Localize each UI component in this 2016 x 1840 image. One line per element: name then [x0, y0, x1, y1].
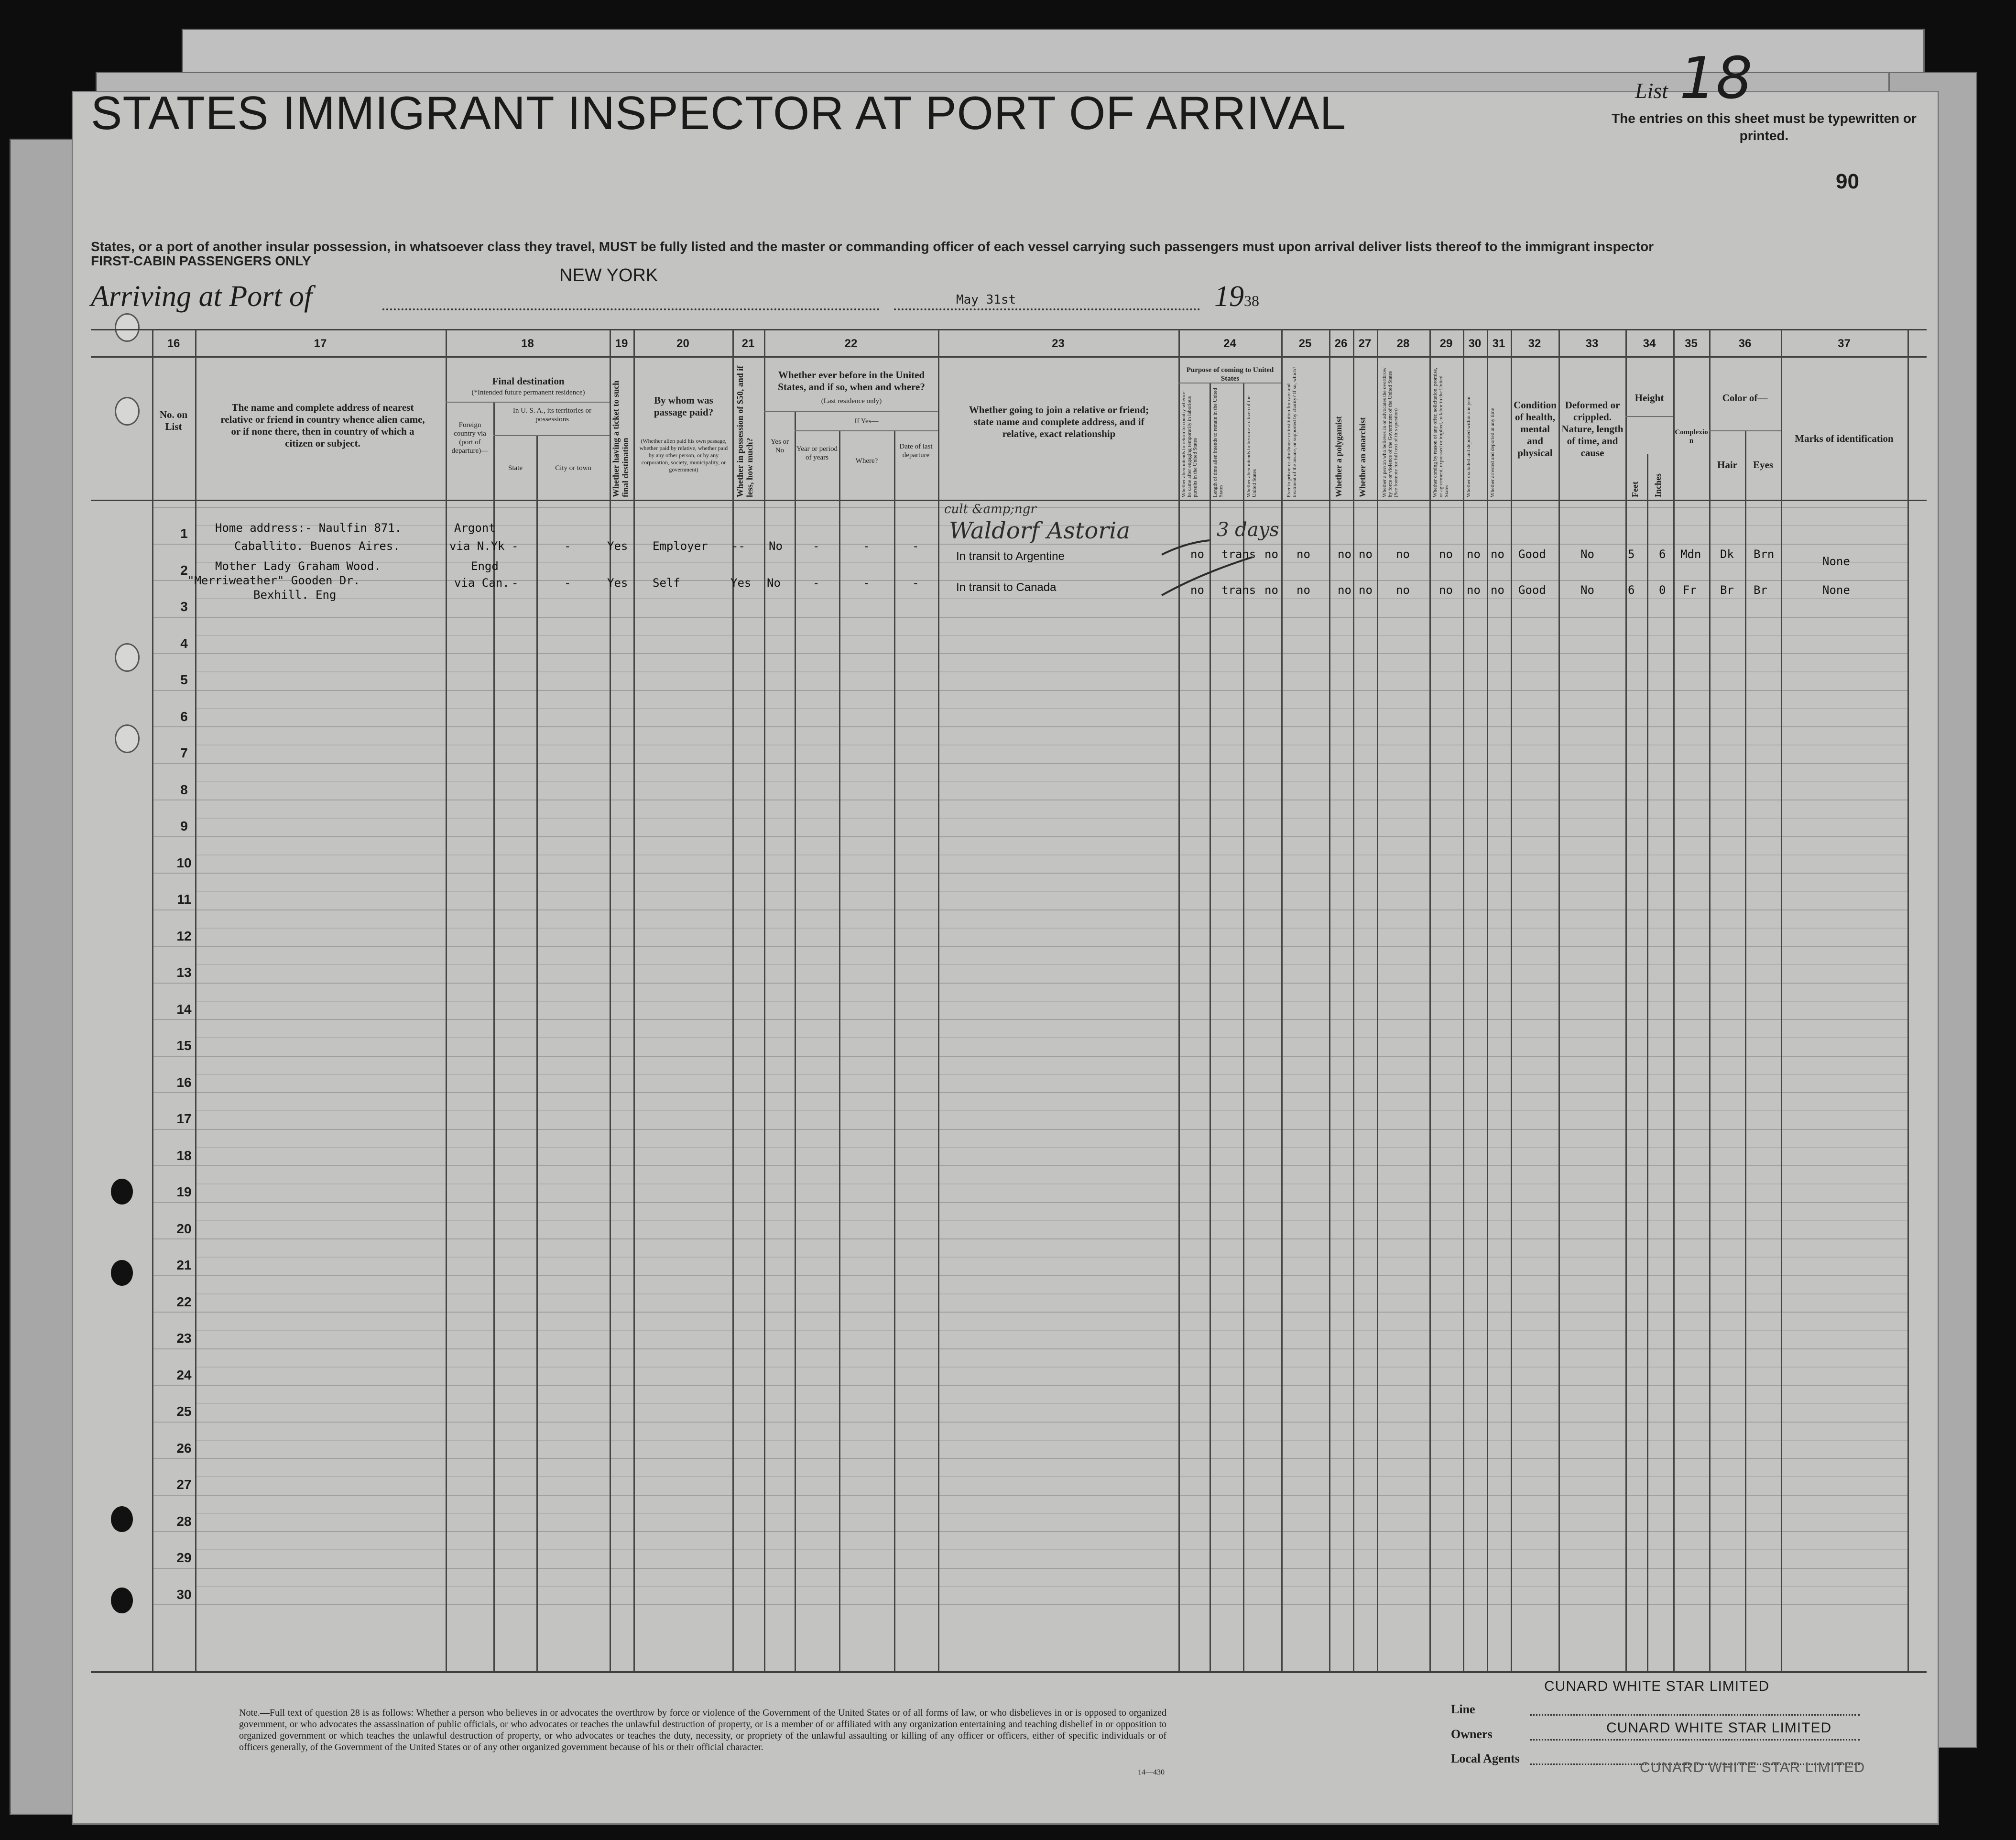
column-number: 29: [1439, 337, 1453, 350]
row-number: 21: [176, 1258, 192, 1272]
header-excluded: Whether excluded and deported within one year: [1466, 396, 1471, 497]
line-rule: [1530, 1714, 1860, 1716]
column-divider: [610, 329, 611, 1671]
row-number: 11: [177, 892, 191, 907]
punch-hole-icon: [111, 1179, 133, 1205]
table-cell: Yes: [607, 576, 628, 590]
table-cell: Home address:- Naulfin 871.: [215, 521, 402, 535]
handwritten-note: cult &amp;ngr: [944, 502, 1036, 516]
table-cell: "Merriweather" Gooden Dr.: [187, 574, 360, 587]
table-cell: no: [1396, 548, 1410, 561]
column-number: 20: [676, 337, 689, 350]
page-number: 90: [1836, 170, 1859, 193]
table-cell: No: [1580, 583, 1594, 597]
table-cell: Self: [653, 576, 680, 590]
column-divider: [1745, 430, 1746, 1671]
row-rule: [152, 1312, 1907, 1313]
table-cell: Bexhill. Eng: [253, 588, 337, 602]
table-cell: via Can.: [454, 576, 510, 590]
row-number: 16: [176, 1075, 192, 1090]
list-number-box: [1635, 45, 1753, 112]
column-divider: [894, 430, 895, 1671]
arrival-year: [1214, 280, 1259, 314]
column-divider: [1625, 329, 1627, 1671]
table-cell: None: [1822, 583, 1850, 597]
row-number: 27: [176, 1477, 192, 1492]
table-cell: Fr: [1683, 583, 1697, 597]
header-offer: Whether coming by reason of any offer, solicitation, promise, or agreement, expressed or implied, to labor in the United States: [1432, 368, 1449, 497]
header-sub-rule: [1709, 430, 1781, 431]
row-rule: [152, 1165, 1907, 1166]
column-divider: [1781, 329, 1782, 1671]
header-purpose: Purpose of coming to United States: [1186, 366, 1274, 383]
header-money: Whether in possession of $50, and if less, how much?: [735, 365, 754, 497]
row-number: 14: [176, 1002, 192, 1017]
agents-stamp: CUNARD WHITE STAR LIMITED: [1640, 1760, 1865, 1775]
header-health: Condition of health, mental and physical: [1514, 399, 1557, 459]
row-rule: [152, 983, 1907, 984]
table-cell: Brn: [1754, 548, 1775, 561]
column-divider: [633, 329, 635, 1671]
row-number: 10: [176, 855, 192, 870]
handwritten-note: 3 days: [1217, 519, 1279, 541]
header-hair: Hair: [1717, 459, 1737, 471]
row-half-rule: [195, 964, 1907, 965]
column-divider: [732, 329, 734, 1671]
agents-label: Local Agents: [1451, 1752, 1520, 1765]
column-divider: [1487, 329, 1488, 1671]
table-cell: Good: [1518, 548, 1546, 561]
row-half-rule: [195, 1001, 1907, 1002]
row-rule: [152, 1202, 1907, 1203]
pen-strokes: [1157, 516, 1310, 602]
row-half-rule: [195, 1367, 1907, 1368]
table-cell: -: [863, 576, 870, 590]
row-half-rule: [195, 1220, 1907, 1221]
table-cell: 0: [1659, 583, 1666, 597]
header-sub-rule: [764, 411, 938, 412]
header-joining: Whether going to join a relative or friend; state name and complete address, and if relative, exact relationship: [969, 404, 1149, 439]
header-state: State: [508, 464, 523, 472]
header-before-in-us: Whether ever before in the United States, and if so, when and where?: [778, 369, 925, 393]
punch-hole-icon: [115, 397, 140, 426]
row-half-rule: [195, 671, 1907, 672]
table-cell: Good: [1518, 583, 1546, 597]
column-divider: [1377, 329, 1378, 1671]
header-relative: The name and complete address of nearest relative or friend in country whence alien came, or if none there, then in country of which a citizen or subject.: [220, 402, 425, 449]
table-cell: no: [1338, 548, 1351, 561]
table-cell: Employer: [653, 539, 708, 553]
header-passage-paid-note: (Whether alien paid his own passage, whether paid by relative, whether paid by any other person, or by any corporation, society, municipality, or government): [639, 438, 728, 473]
row-half-rule: [195, 1074, 1907, 1075]
header-before-note: (Last residence only): [821, 397, 882, 405]
table-cell: no: [1439, 583, 1453, 597]
header-feet: Feet: [1630, 482, 1640, 497]
row-rule: [152, 617, 1907, 618]
column-number: 33: [1585, 337, 1599, 350]
row-number: 12: [176, 929, 192, 943]
column-number: 22: [844, 337, 858, 350]
header-ticket: Whether having a ticket to such final destination: [611, 380, 630, 497]
column-divider: [1558, 329, 1560, 1671]
table-cell: no: [1190, 583, 1204, 597]
row-number: 9: [180, 819, 188, 833]
row-rule: [152, 836, 1907, 837]
row-number: 29: [176, 1550, 192, 1565]
table-cell: no: [1467, 548, 1481, 561]
table-cell: -: [564, 576, 571, 590]
row-half-rule: [195, 1147, 1907, 1148]
column-number: 31: [1492, 337, 1505, 350]
column-divider: [1511, 329, 1512, 1671]
header-complexion: Complexion: [1675, 428, 1708, 445]
table-top-rule: [91, 329, 1927, 330]
port-name: NEW YORK: [559, 265, 658, 285]
owners-stamp: CUNARD WHITE STAR LIMITED: [1606, 1720, 1832, 1736]
column-divider: [1429, 329, 1431, 1671]
row-rule: [152, 1238, 1907, 1239]
row-half-rule: [195, 854, 1907, 855]
row-number: 7: [180, 745, 188, 760]
port-dotted-line: [382, 308, 880, 310]
row-rule: [152, 1092, 1907, 1093]
column-number-rule: [91, 356, 1927, 358]
table-cell: no: [1396, 583, 1410, 597]
punch-hole-icon: [111, 1506, 133, 1532]
row-number: 18: [176, 1148, 192, 1163]
column-divider: [795, 411, 796, 1671]
row-number: 17: [176, 1111, 192, 1126]
header-arrested: Whether arrested and deported at any time: [1490, 408, 1495, 497]
header-purpose-b: Length of time alien intends to remain in the United States: [1212, 388, 1224, 497]
table-cell: -: [912, 539, 919, 553]
row-number: 30: [176, 1587, 192, 1602]
row-rule: [152, 1275, 1907, 1276]
pen-stroke: [1162, 557, 1253, 595]
row-half-rule: [195, 1293, 1907, 1294]
arrival-date: May 31st: [956, 293, 1016, 307]
table-cell: -: [863, 539, 870, 553]
header-deformed: Deformed or crippled. Nature, length of time, and cause: [1561, 399, 1624, 459]
column-number: 28: [1396, 337, 1410, 350]
table-cell: -: [912, 576, 919, 590]
row-rule: [152, 1458, 1907, 1459]
row-rule: [152, 1604, 1907, 1605]
table-cell: Mother Lady Graham Wood.: [215, 559, 381, 573]
header-date-departure: Date of last departure: [899, 443, 933, 459]
header-advocates: Whether a person who believes in or advocates the overthrow by force or violence of the Government of the United States (See footnote for full text of this question): [1382, 367, 1399, 497]
column-number: 21: [741, 337, 755, 350]
line-label: Line: [1451, 1702, 1475, 1716]
row-rule: [152, 1056, 1907, 1057]
header-sub-rule: [1625, 416, 1673, 417]
column-number: 17: [314, 337, 327, 350]
row-number: 28: [176, 1514, 192, 1529]
punch-hole-icon: [115, 313, 140, 342]
row-rule: [152, 763, 1907, 764]
row-rule: [152, 726, 1907, 727]
class-line: FIRST-CABIN PASSENGERS ONLY: [91, 253, 311, 268]
column-number: 34: [1643, 337, 1656, 350]
table-cell: Yes: [730, 576, 752, 590]
list-number: 18: [1679, 45, 1753, 112]
table-cell: Mdn: [1680, 548, 1701, 561]
owners-rule: [1530, 1739, 1860, 1741]
table-cell: via N.Yk: [449, 539, 505, 553]
row-number: 5: [180, 672, 188, 687]
table-cell: 6: [1628, 583, 1635, 597]
table-cell: Dk: [1720, 548, 1734, 561]
table-cell: Br: [1754, 583, 1767, 597]
header-city: City or town: [555, 464, 591, 472]
row-number: 6: [180, 709, 188, 724]
header-marks: Marks of identification: [1795, 433, 1894, 444]
row-rule: [152, 1568, 1907, 1569]
header-prison: Ever in prison or almshouse or institution for care and treatment of the insane, or supported by charity? If so, which?: [1286, 366, 1297, 497]
punch-hole-icon: [115, 643, 140, 672]
table-cell: Engd: [471, 559, 499, 573]
column-divider: [938, 329, 939, 1671]
header-foreign-country: Foreign country via (port of departure)—: [451, 421, 489, 455]
column-number: 18: [521, 337, 534, 350]
header-color: Color of—: [1722, 392, 1768, 404]
row-half-rule: [195, 1330, 1907, 1331]
list-label: List: [1635, 78, 1668, 103]
punch-hole-icon: [111, 1260, 133, 1286]
row-number: 8: [180, 782, 188, 797]
row-half-rule: [195, 1440, 1907, 1441]
table-cell: 6: [1659, 548, 1666, 561]
footnote: Note.—Full text of question 28 is as follows: Whether a person who believes in or advocates the overthrow by force or violence of the Government of the United States or of all forms of law, or who disbelieves in or is opposed to organized government, or who advocates the assassination of public officials, or who advocates or teaches the unlawful destruction of property, or is a member of or affiliated with any organization entertaining and teaching disbelief in or opposition to organized government or which teaches the unlawful destruction of property, or who advocates or teaches the duty, necessity, or propriety of the unlawful assaulting or killing of any officer or officers, either of specific individuals or of officers generally, of the Government of the United States or of any other organized government because of his or their official character.: [239, 1708, 1166, 1752]
row-rule: [152, 1129, 1907, 1130]
line-stamp: CUNARD WHITE STAR LIMITED: [1544, 1678, 1770, 1694]
table-cell: No: [1580, 548, 1594, 561]
row-rule: [152, 1495, 1907, 1496]
column-divider: [839, 430, 840, 1671]
header-eyes: Eyes: [1753, 459, 1773, 471]
header-purpose-c: Whether alien intends to become a citizen of the United States: [1246, 395, 1257, 497]
table-cell: No: [769, 539, 783, 553]
column-number: 23: [1052, 337, 1065, 350]
row-number: 4: [180, 636, 188, 651]
column-number: 16: [167, 337, 180, 350]
row-half-rule: [195, 1476, 1907, 1477]
header-final-destination: Final destination: [492, 375, 565, 387]
header-inches: Inches: [1653, 473, 1663, 497]
header-if-yes: If Yes—: [854, 417, 879, 425]
table-cell: -: [813, 539, 820, 553]
table-cell: -: [512, 576, 519, 590]
row-number: 19: [176, 1184, 192, 1199]
column-number: 36: [1738, 337, 1752, 350]
column-number: 24: [1223, 337, 1236, 350]
row-half-rule: [195, 708, 1907, 709]
row-half-rule: [195, 1549, 1907, 1550]
table-cell: No: [767, 576, 781, 590]
header-where: Where?: [855, 457, 878, 465]
column-divider: [764, 329, 765, 1671]
port-label: Arriving at Port of: [91, 280, 313, 313]
table-cell: -: [564, 539, 571, 553]
row-number: 20: [176, 1221, 192, 1236]
header-sub-rule: [795, 430, 938, 431]
handwritten-note: Waldorf Astoria: [949, 517, 1131, 544]
row-rule: [152, 909, 1907, 910]
row-half-rule: [195, 1037, 1907, 1038]
row-half-rule: [195, 818, 1907, 819]
row-number: 24: [176, 1368, 192, 1382]
header-sub-rule: [493, 435, 610, 436]
row-number: 26: [176, 1441, 192, 1456]
row-half-rule: [195, 635, 1907, 636]
row-rule: [152, 1531, 1907, 1532]
row-half-rule: [195, 1513, 1907, 1514]
header-no-on-list: No. on List: [159, 409, 188, 432]
header-height: Height: [1635, 392, 1664, 404]
row-rule: [152, 1422, 1907, 1423]
subtitle: States, or a port of another insular possession, in whatsoever class they travel, MUST be fully listed and the master or commanding officer of each vessel carrying such passengers must upon arrival deliver lists thereof to the immigrant inspector: [91, 239, 1654, 254]
row-number: 3: [180, 599, 188, 614]
row-half-rule: [195, 781, 1907, 782]
column-divider: [1673, 329, 1675, 1671]
row-rule: [152, 1019, 1907, 1020]
column-divider: [1709, 329, 1711, 1671]
table-cell: no: [1264, 548, 1278, 561]
row-rule: [152, 946, 1907, 947]
header-sub-rule: [446, 402, 610, 403]
table-cell: -: [512, 539, 519, 553]
row-half-rule: [195, 1586, 1907, 1587]
table-cell: no: [1439, 548, 1453, 561]
table-cell: Yes: [607, 539, 628, 553]
table-bottom-rule: [91, 1671, 1927, 1673]
column-number: 26: [1334, 337, 1348, 350]
table-cell: -: [813, 576, 820, 590]
date-dotted-line: [894, 308, 1200, 310]
table-cell: no: [1297, 548, 1310, 561]
row-number: 13: [176, 965, 192, 980]
header-purpose-a: Whether alien intends to return to country whence he came after engaging temporarily in laborious pursuits in the United States: [1181, 392, 1198, 497]
table-cell: no: [1467, 583, 1481, 597]
table-cell: no: [1359, 583, 1373, 597]
column-divider: [1463, 329, 1464, 1671]
table-cell: --: [731, 539, 745, 553]
column-divider: [446, 329, 447, 1671]
row-number: 22: [176, 1294, 192, 1309]
row-number: 15: [176, 1038, 192, 1053]
row-number: 23: [176, 1331, 192, 1346]
pen-stroke: [1162, 540, 1210, 555]
column-divider: [1353, 329, 1354, 1671]
header-in-usa: In U. S. A., its territories or possessions: [512, 407, 592, 423]
row-rule: [152, 873, 1907, 874]
row-rule: [152, 1385, 1907, 1386]
table-cell: no: [1190, 548, 1204, 561]
table-cell: no: [1264, 583, 1278, 597]
header-anarchist: Whether an anarchist: [1358, 417, 1367, 497]
row-number: 2: [180, 563, 188, 578]
column-number: 30: [1468, 337, 1482, 350]
form-number: 14—430: [1138, 1768, 1165, 1776]
table-cell: no: [1359, 548, 1373, 561]
row-half-rule: [195, 1257, 1907, 1258]
table-cell: Br: [1720, 583, 1734, 597]
table-cell: 5: [1628, 548, 1635, 561]
manifest-sheet: [72, 91, 1939, 1825]
table-cell: In transit to Argentine: [956, 550, 1065, 563]
row-half-rule: [195, 928, 1907, 929]
table-cell: no: [1491, 548, 1504, 561]
header-passage-paid: By whom was passage paid?: [654, 394, 714, 418]
column-number: 32: [1528, 337, 1541, 350]
table-cell: Caballito. Buenos Aires.: [234, 539, 400, 553]
row-rule: [152, 690, 1907, 691]
column-number: 25: [1298, 337, 1312, 350]
column-divider: [1329, 329, 1330, 1671]
header-before-yes-no: Yes or No: [770, 438, 789, 454]
column-divider: [1647, 454, 1648, 1671]
header-year-period: Year or period of years: [796, 445, 838, 461]
table-cell: no: [1338, 583, 1351, 597]
table-cell: In transit to Canada: [956, 581, 1057, 594]
row-rule: [152, 653, 1907, 654]
row-number: 1: [180, 526, 188, 541]
entries-note: The entries on this sheet must be typewritten or printed.: [1612, 111, 1917, 143]
year-prefix: 19: [1214, 280, 1244, 313]
column-number: 27: [1358, 337, 1372, 350]
header-bottom-rule: [91, 500, 1927, 501]
column-divider: [152, 329, 153, 1671]
port-row: [91, 280, 312, 314]
punch-hole-icon: [111, 1588, 133, 1613]
row-number: 25: [176, 1404, 192, 1419]
table-cell: None: [1822, 555, 1850, 568]
header-final-destination-note: (*Intended future permanent residence): [471, 389, 585, 396]
row-half-rule: [195, 1403, 1907, 1404]
punch-hole-icon: [115, 724, 140, 753]
column-divider: [493, 402, 495, 1671]
header-polygamist: Whether a polygamist: [1334, 416, 1343, 497]
year-suffix: 38: [1244, 292, 1259, 309]
table-cell: trans: [1221, 548, 1256, 561]
column-divider: [536, 435, 538, 1671]
table-cell: no: [1491, 583, 1504, 597]
row-rule: [152, 1348, 1907, 1349]
column-divider: [1907, 329, 1909, 1671]
row-half-rule: [195, 1183, 1907, 1184]
column-number: 35: [1685, 337, 1698, 350]
page-title: STATES IMMIGRANT INSPECTOR AT PORT OF ARRIVAL: [91, 87, 1347, 139]
column-number: 19: [615, 337, 628, 350]
column-number: 37: [1838, 337, 1851, 350]
row-half-rule: [195, 891, 1907, 892]
table-cell: no: [1297, 583, 1310, 597]
row-half-rule: [195, 598, 1907, 599]
table-cell: Argont: [454, 521, 496, 535]
owners-label: Owners: [1451, 1727, 1493, 1741]
row-half-rule: [195, 1110, 1907, 1111]
table-cell: trans: [1221, 583, 1256, 597]
